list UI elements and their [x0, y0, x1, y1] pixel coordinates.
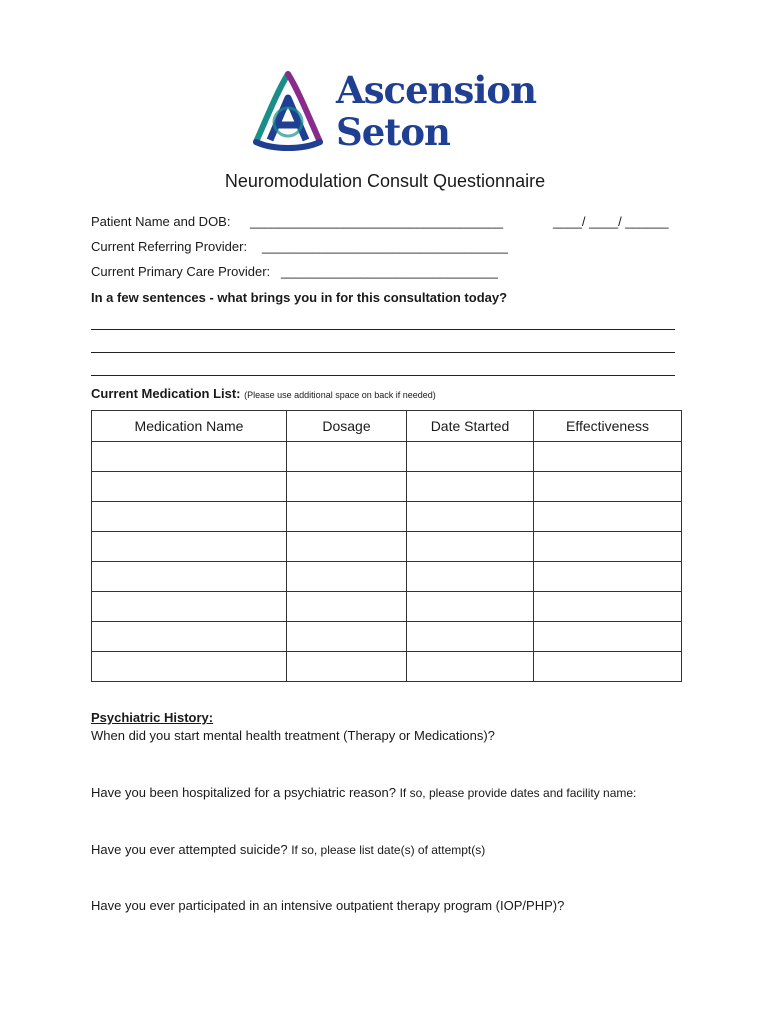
table-cell[interactable]	[287, 652, 407, 682]
table-row	[92, 652, 682, 682]
medication-list-heading	[91, 386, 436, 401]
hospitalization-question-note: If so, please provide dates and facility name:	[399, 786, 637, 800]
table-header-row	[92, 411, 682, 442]
table-cell[interactable]	[534, 592, 682, 622]
hospitalization-question	[91, 785, 636, 800]
table-cell[interactable]	[407, 472, 534, 502]
table-cell[interactable]	[407, 442, 534, 472]
answer-line[interactable]	[91, 352, 675, 353]
table-cell[interactable]	[92, 652, 287, 682]
table-cell[interactable]	[534, 442, 682, 472]
table-row	[92, 592, 682, 622]
logo-word-ascension: Ascension	[336, 68, 536, 112]
ascension-logo-icon	[248, 70, 328, 155]
table-row	[92, 532, 682, 562]
column-header-effectiveness: Effectiveness	[534, 411, 682, 442]
medication-list-title: Current Medication List:	[91, 386, 241, 401]
table-cell[interactable]	[534, 652, 682, 682]
table-cell[interactable]	[92, 472, 287, 502]
table-cell[interactable]	[534, 562, 682, 592]
mental-health-start-question: When did you start mental health treatment (Therapy or Medications)?	[91, 728, 495, 743]
table-cell[interactable]	[407, 532, 534, 562]
table-row	[92, 502, 682, 532]
suicide-attempt-question	[91, 842, 485, 857]
referring-provider-label: Current Referring Provider:	[91, 239, 248, 254]
table-cell[interactable]	[407, 622, 534, 652]
column-header-date-started: Date Started	[407, 411, 534, 442]
table-cell[interactable]	[287, 562, 407, 592]
table-cell[interactable]	[92, 592, 287, 622]
iop-php-question: Have you ever participated in an intensive outpatient therapy program (IOP/PHP)?	[91, 898, 565, 913]
table-cell[interactable]	[534, 532, 682, 562]
patient-name-dob-label: Patient Name and DOB:	[91, 214, 231, 229]
table-row	[92, 442, 682, 472]
psychiatric-history-heading: Psychiatric History:	[91, 710, 214, 725]
table-row	[92, 622, 682, 652]
table-cell[interactable]	[534, 502, 682, 532]
patient-name-field[interactable]: ___________________________________	[250, 214, 504, 229]
table-cell[interactable]	[92, 532, 287, 562]
answer-line[interactable]	[91, 329, 675, 330]
table-cell[interactable]	[407, 652, 534, 682]
medication-table	[91, 410, 682, 682]
table-cell[interactable]	[407, 592, 534, 622]
medication-list-note: (Please use additional space on back if needed)	[244, 390, 436, 400]
suicide-attempt-question-text: Have you ever attempted suicide?	[91, 842, 288, 857]
table-cell[interactable]	[92, 502, 287, 532]
answer-line[interactable]	[91, 375, 675, 376]
table-cell[interactable]	[287, 592, 407, 622]
table-cell[interactable]	[407, 562, 534, 592]
table-cell[interactable]	[287, 622, 407, 652]
logo-word-seton: Seton	[336, 110, 450, 154]
table-cell[interactable]	[287, 442, 407, 472]
table-cell[interactable]	[287, 472, 407, 502]
table-cell[interactable]	[407, 502, 534, 532]
column-header-medication-name: Medication Name	[92, 411, 287, 442]
dob-field[interactable]: ____/ ____/ ______	[553, 214, 669, 229]
table-cell[interactable]	[92, 562, 287, 592]
primary-care-provider-field[interactable]: ______________________________	[281, 264, 498, 279]
primary-care-provider-label: Current Primary Care Provider:	[91, 264, 271, 279]
page-title: Neuromodulation Consult Questionnaire	[224, 171, 546, 191]
column-header-dosage: Dosage	[287, 411, 407, 442]
table-cell[interactable]	[287, 502, 407, 532]
hospitalization-question-text: Have you been hospitalized for a psychiatric reason?	[91, 785, 396, 800]
table-row	[92, 472, 682, 502]
table-cell[interactable]	[92, 442, 287, 472]
ascension-seton-logo	[248, 68, 536, 155]
referring-provider-field[interactable]: __________________________________	[262, 239, 508, 254]
consultation-reason-question: In a few sentences - what brings you in for this consultation today?	[91, 290, 508, 305]
table-cell[interactable]	[534, 622, 682, 652]
table-cell[interactable]	[534, 472, 682, 502]
suicide-attempt-question-note: If so, please list date(s) of attempt(s)	[291, 843, 486, 857]
table-row	[92, 562, 682, 592]
table-cell[interactable]	[92, 622, 287, 652]
table-cell[interactable]	[287, 532, 407, 562]
